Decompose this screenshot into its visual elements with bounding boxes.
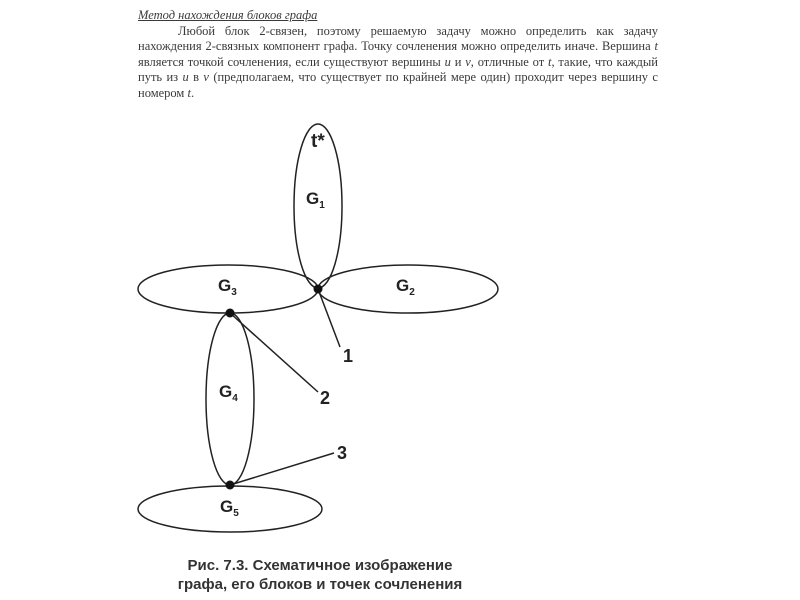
block-label-g2: $G_2$	[396, 276, 415, 298]
cut-label-2: 2	[320, 388, 331, 408]
block-label-g4: $G_4$	[219, 382, 238, 404]
cut-label-3: 3	[337, 443, 348, 463]
caption-line-1: Рис. 7.3. Схематичное изображение	[187, 557, 453, 574]
top-vertex-label: t*	[311, 131, 325, 152]
figure-caption	[140, 556, 500, 594]
block-label-g5: $G_5$	[220, 497, 239, 519]
leader-line-3	[230, 453, 334, 485]
section-paragraph: Любой блок 2-связен, поэтому решаемую задачу можно определить как задачу нахождения 2-связных компонент графа. Точку сочленения можно определить иначе. Вершина t является точкой сочленения, если существуют вершины u и v, отличные от t, такие, что каждый путь из u в v (предполагаем, что существует по крайней мере один) проходит через вершину с номером t.	[138, 23, 658, 100]
cut-vertex-3	[226, 481, 235, 490]
leader-line-1	[318, 289, 340, 347]
section-heading: Метод нахождения блоков графа	[138, 8, 318, 22]
cut-vertex-1	[314, 285, 323, 294]
caption-line-2: графа, его блоков и точек сочленения	[177, 576, 463, 593]
cut-vertex-2	[226, 309, 235, 318]
cut-label-1: 1	[343, 346, 354, 366]
leader-line-2	[230, 313, 318, 392]
block-label-g1: $G_1$	[306, 189, 325, 211]
block-label-g3: $G_3$	[218, 276, 237, 298]
